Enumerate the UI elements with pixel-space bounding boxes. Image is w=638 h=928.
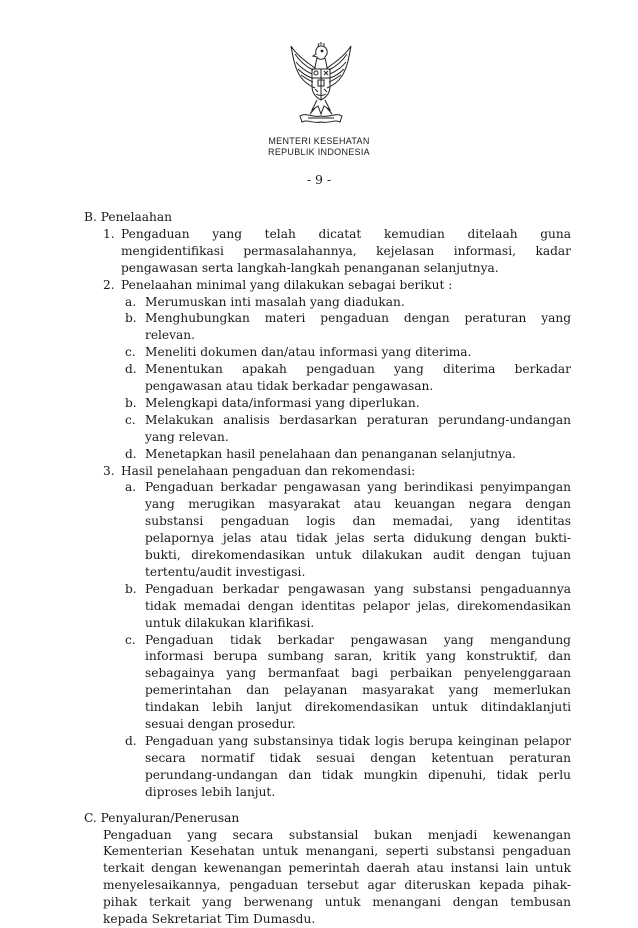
paragraph-line: Merumuskan inti masalah yang diadukan. xyxy=(145,294,405,309)
paragraph-line: yang relevan. xyxy=(145,429,229,444)
paragraph-line: pengawasan serta langkah-langkah penanganan selanjutnya. xyxy=(121,260,499,275)
paragraph-line: tindakan lebih lanjut direkomendasikan untuk ditindaklanjuti xyxy=(145,700,571,715)
subitem-letter: c. xyxy=(125,632,136,647)
item-number: 2. xyxy=(103,277,115,292)
paragraph-line: Menentukan apakah pengaduan yang diterima berkadar xyxy=(145,362,571,377)
subitem-letter: c. xyxy=(125,412,136,427)
paragraph-line: pengawasan atau tidak berkadar pengawasan. xyxy=(145,379,434,393)
paragraph-line: yang merugikan masyarakat atau keuangan negara dengan xyxy=(145,497,571,512)
subitem-letter: a. xyxy=(125,294,137,309)
paragraph-line: Pengaduan yang telah dicatat kemudian ditelaah guna xyxy=(121,226,571,241)
paragraph-line: Pengaduan berkadar pengawasan yang berindikasi penyimpangan xyxy=(145,480,571,495)
section-heading: B. Penelaahan xyxy=(84,210,173,224)
ministry-subtitle: REPUBLIK INDONESIA xyxy=(268,147,370,157)
paragraph-line: sebagainya yang bermanfaat bagi perbaikan penyelenggaraan xyxy=(145,666,571,681)
paragraph-line: Pengaduan berkadar pengawasan yang substansi pengaduannya xyxy=(145,581,571,596)
paragraph-line: Pengaduan yang substansinya tidak logis berupa keinginan pelapor xyxy=(145,733,571,748)
paragraph-line: Hasil penelahaan pengaduan dan rekomendasi: xyxy=(121,463,416,478)
subitem-letter: d. xyxy=(125,446,137,461)
paragraph-line: kepada Sekretariat Tim Dumasdu. xyxy=(103,912,316,927)
paragraph-line: perundang-undangan dan tidak mungkin dipenuhi, tidak perlu xyxy=(145,767,571,782)
paragraph-line: sesuai dengan prosedur. xyxy=(145,717,296,731)
paragraph-line: substansi pengaduan logis dan memadai, yang identitas xyxy=(145,514,571,529)
subitem-letter: c. xyxy=(125,345,136,360)
paragraph-line: untuk dilakukan klarifikasi. xyxy=(145,615,315,630)
item-number: 1. xyxy=(103,226,115,241)
subitem-letter: a. xyxy=(125,480,137,495)
paragraph-line: bukti, direkomendasikan untuk dilakukan audit dengan tujuan xyxy=(145,548,571,562)
paragraph-line: menyelesaikannya, pengaduan tersebut agar diteruskan kepada pihak- xyxy=(103,878,571,893)
subitem-letter: b. xyxy=(125,581,137,596)
paragraph-line: relevan. xyxy=(145,328,196,343)
subitem-letter: d. xyxy=(125,733,137,748)
paragraph-line: secara normatif tidak sesuai dengan ketentuan peraturan xyxy=(145,750,571,765)
paragraph-line: terkait dengan kewenangan pemerintah daerah atau instansi lain untuk xyxy=(103,861,571,876)
paragraph-line: tertentu/audit investigasi. xyxy=(145,564,306,579)
paragraph-line: Pengaduan tidak berkadar pengawasan yang mengandung xyxy=(145,632,571,647)
paragraph-line: Pengaduan yang secara substansial bukan menjadi kewenangan xyxy=(103,827,571,842)
item-number: 3. xyxy=(103,463,115,478)
paragraph-line: mengidentifikasi permasalahannya, kejelasan informasi, kadar xyxy=(121,243,571,258)
paragraph-line: Penelaahan minimal yang dilakukan sebagai berikut : xyxy=(121,277,453,292)
paragraph-line: pihak terkait yang berwenang untuk menangani dengan tembusan xyxy=(103,895,571,910)
subitem-letter: b. xyxy=(125,395,137,410)
paragraph-line: Meneliti dokumen dan/atau informasi yang diterima. xyxy=(145,345,472,360)
paragraph-line: Kementerian Kesehatan untuk menangani, seperti substansi pengaduan xyxy=(103,844,571,859)
paragraph-line: Menetapkan hasil penelahaan dan penanganan selanjutnya. xyxy=(145,446,517,461)
subitem-letter: b. xyxy=(125,311,137,326)
paragraph-line: tidak memadai dengan identitas pelapor jelas, direkomendasikan xyxy=(145,598,571,613)
paragraph-line: informasi berupa sumbang saran, kritik yang konstruktif, dan xyxy=(145,649,571,664)
section-heading: C. Penyaluran/Penerusan xyxy=(84,810,240,825)
ministry-title: MENTERI KESEHATAN xyxy=(268,136,370,146)
paragraph-line: diproses lebih lanjut. xyxy=(145,784,276,799)
page-number: - 9 - xyxy=(306,172,332,187)
paragraph-line: Menghubungkan materi pengaduan dengan peraturan yang xyxy=(145,311,571,326)
paragraph-line: pemerintahan dan pelayanan masyarakat yang memerlukan xyxy=(145,683,571,698)
paragraph-line: Melakukan analisis berdasarkan peraturan perundang-undangan xyxy=(145,412,571,427)
subitem-letter: d. xyxy=(125,362,137,377)
paragraph-line: pelapornya jelas atau tidak jelas serta didukung dengan bukti- xyxy=(145,531,571,546)
paragraph-line: Melengkapi data/informasi yang diperlukan. xyxy=(145,395,420,410)
